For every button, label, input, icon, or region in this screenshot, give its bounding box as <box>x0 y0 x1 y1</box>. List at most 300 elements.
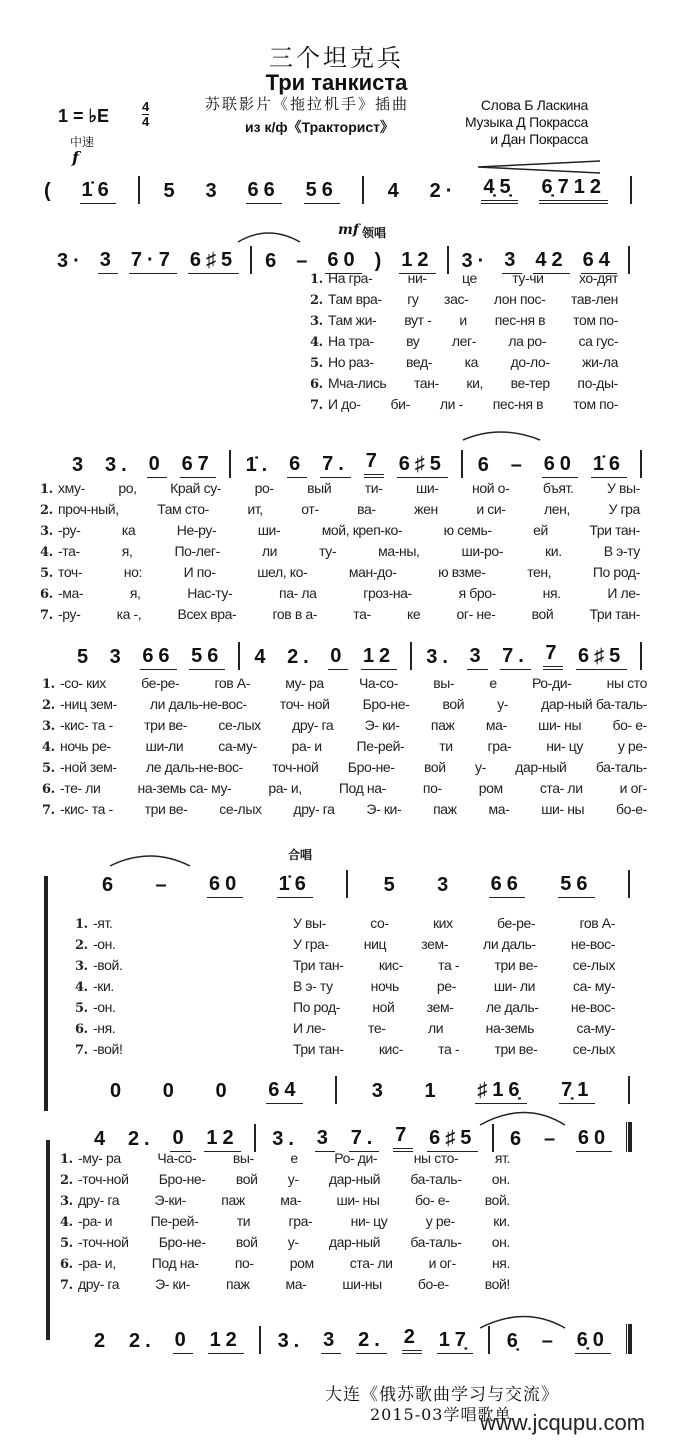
lyric-syllable: У вы- <box>606 480 640 496</box>
lyric-syllable: три ве- <box>494 1041 538 1057</box>
lyric-syllable: -ниц зем- <box>60 696 117 712</box>
lyric-syllable: дар-ный <box>328 1234 381 1250</box>
lyric-line <box>75 1036 615 1057</box>
note: ( <box>44 180 56 202</box>
lyric-line <box>60 1234 510 1255</box>
lyric-syllable: -ня. <box>93 1020 116 1036</box>
lyric-syllable: он. <box>491 1171 510 1187</box>
note: – <box>296 250 313 272</box>
lyric-syllable: и <box>459 312 467 328</box>
lyric-syllable: точ- ной <box>279 696 330 712</box>
lyric-syllable: В э-ту <box>603 543 640 559</box>
lyric-syllable: не-вос- <box>570 999 615 1015</box>
lyric-line <box>310 375 618 396</box>
lyric-syllable: би- <box>390 396 410 412</box>
lyric-syllable: И по- <box>183 564 216 580</box>
lyric-syllable: ки, <box>466 375 484 391</box>
note: ) <box>374 250 387 272</box>
lyric-syllable: точ- <box>58 564 83 580</box>
note: 3. <box>105 454 132 476</box>
notes-row <box>75 636 642 670</box>
note-group: 60 <box>576 1127 612 1152</box>
system-bracket <box>46 1140 50 1340</box>
lyric-syllable: ром <box>289 1255 314 1271</box>
lyric-syllable: У гра- <box>293 936 329 952</box>
lyric-syllable: ши- ны <box>541 801 585 817</box>
lyric-line <box>40 564 640 585</box>
lyric-syllable: Бро-не- <box>362 696 410 712</box>
lyric-syllable: ю взме- <box>438 564 486 580</box>
dynamic-mf: mf <box>338 222 359 238</box>
lyric-line <box>310 312 618 333</box>
lyric-line <box>310 270 618 291</box>
note: 2. <box>287 646 314 668</box>
lyric-syllable: на-земь са- му- <box>137 780 232 796</box>
verse-number: 6. <box>40 587 53 602</box>
lyric-syllable: -он. <box>93 999 116 1015</box>
lyric-line <box>75 910 615 931</box>
lyric-syllable: мой, креп-ко- <box>321 522 403 538</box>
note-group: 56 <box>189 645 225 670</box>
note-group: 4̣5̣ <box>481 176 517 204</box>
note-group: ♯16̣ <box>475 1079 526 1104</box>
lyric-syllable: гов А- <box>214 675 251 691</box>
lyric-syllable: -ра- и, <box>78 1255 116 1271</box>
lyric-syllable: бъят. <box>542 480 574 496</box>
note-group: 60 <box>542 453 578 478</box>
lyric-syllable: вед- <box>406 354 433 370</box>
verse-number: 6. <box>42 782 55 797</box>
note: 6 <box>510 1128 527 1150</box>
lyric-syllable: три ве- <box>144 717 188 733</box>
lyric-line <box>75 973 615 994</box>
note-group: 12 <box>399 249 435 274</box>
lyric-syllable: -ру- <box>58 522 81 538</box>
lyric-segments <box>58 543 640 559</box>
lyric-line <box>40 543 640 564</box>
subtitle-russian: из к/ф《Тракторист》 <box>245 119 394 135</box>
time-denominator: 4 <box>142 114 150 129</box>
lyric-syllable: Э-ки- <box>154 1192 186 1208</box>
lyric-line <box>42 675 647 696</box>
lyric-segments <box>60 780 647 796</box>
lyric-line <box>60 1192 510 1213</box>
note-group: 2. <box>356 1329 387 1354</box>
note: – <box>155 874 172 896</box>
lyric-syllable: ши- ли <box>493 978 536 994</box>
note-group: 67 <box>180 453 216 478</box>
lyric-syllable: ной <box>372 999 395 1015</box>
lyric-syllable: бо- е- <box>414 1192 450 1208</box>
note-group: 3 <box>98 249 118 274</box>
note-group: 1̇6 <box>591 453 627 478</box>
lyric-syllable: се-лых <box>572 1041 615 1057</box>
note: 2 <box>94 1330 111 1352</box>
lyric-segments <box>78 1255 510 1271</box>
lyric-syllable: му- ра <box>285 675 324 691</box>
lyric-syllable: Три тан- <box>589 522 640 538</box>
lyric-syllable: зем- <box>421 936 448 952</box>
lyric-syllable: ны сто <box>606 675 647 691</box>
system-bracket <box>44 876 48 1111</box>
lyric-syllable: паж <box>433 801 457 817</box>
lyric-syllable: -та- <box>58 543 80 559</box>
lyric-line <box>60 1276 510 1297</box>
lyric-syllable: пес-ня в <box>494 312 546 328</box>
lyric-syllable: вой <box>531 606 554 622</box>
credit-music-2: и Дан Покрасса <box>490 131 589 147</box>
verse-number: 6. <box>60 1257 73 1272</box>
lyric-syllable: вой! <box>484 1276 510 1292</box>
lyric-segments <box>328 312 618 328</box>
lyric-syllable: тав-лен <box>570 291 618 307</box>
chorus-label: 合唱 <box>288 848 313 862</box>
lyric-syllable: вый <box>307 480 332 496</box>
title-chinese: 三个坦克兵 <box>269 44 404 72</box>
lyric-syllable: ту-чи <box>512 270 544 286</box>
credit-music: Музыка Д Покрасса <box>465 114 589 130</box>
lyric-segments <box>78 1276 510 1292</box>
verse-number: 4. <box>75 980 88 995</box>
lyric-syllable: лен, <box>544 501 570 517</box>
lyric-syllable: дар-ный <box>515 759 567 775</box>
note-group: 56 <box>304 179 340 204</box>
lyric-syllable: ба-таль- <box>410 1171 462 1187</box>
lyric-syllable: ши- <box>416 480 439 496</box>
note: 0 <box>162 1080 179 1102</box>
lyric-syllable: -ру- <box>58 606 81 622</box>
lyric-syllable: Три тан- <box>293 957 344 973</box>
note: 5 <box>77 646 94 668</box>
note-group: 7. <box>349 1127 380 1152</box>
lyric-syllable: дар-ный ба-таль- <box>541 696 647 712</box>
lyric-syllable: вы- <box>433 675 455 691</box>
verse-number: 2. <box>310 293 323 308</box>
title-russian: Три танкиста <box>265 70 408 95</box>
lyric-syllable: зас- <box>444 291 469 307</box>
note-group: 66 <box>140 645 176 670</box>
lyric-syllable: дар-ный <box>328 1171 381 1187</box>
credits <box>465 97 588 148</box>
lyric-syllable: са-му- <box>576 1020 615 1036</box>
lyric-syllable: Ча-со- <box>157 1150 197 1166</box>
lyric-syllable: ста- ли <box>349 1255 393 1271</box>
lyric-syllable: -му- ра <box>78 1150 121 1166</box>
verse-number: 2. <box>60 1173 73 1188</box>
lyric-syllable: Три тан- <box>293 1041 344 1057</box>
lyric-syllable: По род- <box>293 999 341 1015</box>
lyric-syllable: у- <box>287 1234 299 1250</box>
lyric-syllable: та - <box>438 1041 460 1057</box>
lyric-line <box>42 801 647 822</box>
note: 4 <box>254 646 271 668</box>
verse-number: 5. <box>40 566 53 581</box>
time-signature <box>142 100 149 129</box>
lyric-syllable: ро, <box>118 480 137 496</box>
barline <box>254 1124 256 1152</box>
lyric-syllable: не-вос- <box>570 936 615 952</box>
lyric-syllable: ра- и <box>291 738 322 754</box>
lyric-segments <box>58 480 640 496</box>
lyric-line <box>40 585 640 606</box>
lyric-syllable: гу <box>407 291 419 307</box>
note-group: 2 <box>402 1326 422 1354</box>
note-group: 64 <box>581 249 617 274</box>
lyric-syllable: ли <box>261 543 278 559</box>
note: 3 <box>72 454 89 476</box>
notes-row <box>70 444 642 478</box>
lyric-syllable: Не-ру- <box>176 522 217 538</box>
lyric-syllable: зем- <box>426 999 454 1015</box>
lyric-syllable: ма- <box>488 801 510 817</box>
lower-voice-notes-row <box>108 1070 630 1104</box>
lyric-syllable: -ма- <box>58 585 84 601</box>
note: 6 <box>265 250 282 272</box>
slur <box>463 432 540 440</box>
lyric-syllable: В э- ту <box>293 978 333 994</box>
lyrics-block <box>40 480 640 627</box>
lyric-syllable: Э- ки- <box>155 1276 190 1292</box>
lyric-syllable: Всех вра- <box>177 606 237 622</box>
lyric-syllable: со- <box>370 915 389 931</box>
lyric-syllable: Бро-не- <box>347 759 395 775</box>
lyric-syllable: се-лых <box>572 957 615 973</box>
note-group: 0 <box>170 1127 190 1152</box>
lyric-segments <box>328 396 618 412</box>
lyric-syllable: три ве- <box>144 801 188 817</box>
lyric-segments <box>78 1213 510 1229</box>
verse-number: 4. <box>40 545 53 560</box>
note-group: 7. <box>500 645 531 670</box>
note-group: 6 <box>287 453 307 478</box>
lyric-syllable: я бро- <box>458 585 496 601</box>
lyric-syllable: шел, ко- <box>257 564 308 580</box>
barline <box>229 450 231 478</box>
note-group: 3 <box>502 249 522 274</box>
lyric-line <box>310 291 618 312</box>
notes-row <box>55 240 630 274</box>
lyric-syllable: ву <box>406 333 420 349</box>
lyric-syllable: по- <box>234 1255 254 1271</box>
lyric-syllable: лон пос- <box>493 291 546 307</box>
lyric-line <box>75 931 615 952</box>
barline <box>335 1076 337 1104</box>
lyric-syllable: ти <box>439 738 453 754</box>
lyric-segments <box>328 291 618 307</box>
lyric-line <box>60 1255 510 1276</box>
note-group: 56 <box>558 873 594 898</box>
lyrics-block <box>310 270 618 417</box>
note: 3· <box>461 250 490 272</box>
lyric-syllable: Э- ки- <box>366 801 402 817</box>
lyric-syllable: И ле- <box>607 585 640 601</box>
barline <box>410 642 412 670</box>
verse-number: 3. <box>40 524 53 539</box>
note-group: 6♯5 <box>188 249 239 274</box>
lyric-syllable: ле даль- <box>485 999 539 1015</box>
note-group: 0 <box>173 1329 193 1354</box>
note: 6̣ <box>506 1330 523 1352</box>
lyric-syllable: У вы- <box>293 915 326 931</box>
barline <box>640 450 642 478</box>
note: – <box>543 1128 561 1150</box>
note: 3 <box>205 180 222 202</box>
note: 5 <box>383 874 400 896</box>
lyric-segments <box>78 1234 510 1250</box>
note-group: 12 <box>361 645 397 670</box>
verse-number: 2. <box>75 938 88 953</box>
note-group: 7·7 <box>129 249 177 274</box>
verse-number: 5. <box>60 1236 73 1251</box>
watermark: www.jcqupu.com <box>480 1410 646 1435</box>
lyric-segments <box>60 738 647 754</box>
lyric-syllable: ночь ре- <box>60 738 111 754</box>
note: 3 <box>371 1080 388 1102</box>
lyric-syllable: по- <box>422 780 442 796</box>
lyric-syllable: ки. <box>493 1213 510 1229</box>
lyric-syllable: ма- <box>485 717 507 733</box>
lyric-line <box>310 333 618 354</box>
verse-number: 4. <box>42 740 55 755</box>
lyric-syllable: дру- га <box>293 801 335 817</box>
lyric-line <box>40 522 640 543</box>
lyric-syllable: вой <box>235 1234 258 1250</box>
lyric-syllable: Пе-рей- <box>150 1213 199 1229</box>
lyric-syllable: вой <box>235 1171 258 1187</box>
note: 6 <box>102 874 119 896</box>
lyric-syllable: У гра <box>608 501 640 517</box>
lyric-segments <box>60 675 647 691</box>
lyric-segments <box>328 375 618 391</box>
lyric-syllable: ог- не- <box>456 606 496 622</box>
lyric-syllable: дру- га <box>78 1192 120 1208</box>
lyrics-block <box>60 1150 510 1297</box>
verse-number: 4. <box>60 1215 73 1230</box>
lyric-segments <box>78 1150 510 1166</box>
lyric-syllable: точ-ной <box>272 759 319 775</box>
lyric-syllable: та- <box>353 606 371 622</box>
lyric-syllable: я, <box>121 543 133 559</box>
lyric-syllable: жи-ла <box>582 354 618 370</box>
lyric-syllable: -кис- та - <box>60 801 113 817</box>
lyric-syllable: Э- ки- <box>364 717 400 733</box>
lyric-syllable: -те- ли <box>60 780 101 796</box>
lyric-syllable: паж <box>430 717 455 733</box>
verse-number: 1. <box>75 917 88 932</box>
barline <box>362 176 364 204</box>
lyric-syllable: ста- ли <box>539 780 583 796</box>
lyric-syllable: ни- цу <box>546 738 583 754</box>
lyric-segments <box>58 585 640 601</box>
lyric-syllable: ночь <box>370 978 399 994</box>
lyric-syllable: до-ло- <box>510 354 550 370</box>
lyric-segments <box>328 270 618 286</box>
footer-date: 2015-03学唱歌单 <box>370 1405 512 1424</box>
credit-lyrics: Слова Б Ласкина <box>480 97 589 113</box>
note: – <box>541 1330 558 1352</box>
lyric-syllable: ка <box>464 354 479 370</box>
lyric-syllable: тан- <box>413 375 439 391</box>
lyric-syllable: бе-ре- <box>141 675 180 691</box>
lyric-syllable: гов А- <box>579 915 615 931</box>
verse-number: 3. <box>310 314 323 329</box>
lyric-syllable: Три тан- <box>589 606 640 622</box>
barline <box>461 450 463 478</box>
note-group: 6♯5 <box>397 453 448 478</box>
note-group: 0 <box>147 453 167 478</box>
barline <box>346 870 348 898</box>
barline <box>628 246 630 274</box>
solo-label: 领唱 <box>362 226 387 240</box>
lyric-segments <box>293 1036 615 1062</box>
lyric-syllable: Но раз- <box>328 354 374 370</box>
lyric-syllable: са- му- <box>572 978 615 994</box>
note-group: 66 <box>246 179 282 204</box>
lyric-line <box>310 354 618 375</box>
lyric-syllable: я, <box>129 585 141 601</box>
lyric-syllable: ма-ны, <box>378 543 420 559</box>
lyric-syllable: ла ро- <box>508 333 547 349</box>
verse-number: 3. <box>75 959 88 974</box>
lyric-syllable: ка -, <box>116 606 142 622</box>
lyric-syllable: у ре- <box>425 1213 455 1229</box>
lyric-line <box>42 759 647 780</box>
lyric-syllable: дру- га <box>292 717 334 733</box>
lyric-syllable: Ро-ди- <box>531 675 572 691</box>
lyric-syllable: ли - <box>439 396 463 412</box>
verse-number: 5. <box>310 356 323 371</box>
lyric-syllable: -ной зем- <box>60 759 117 775</box>
lyric-syllable: лег- <box>451 333 476 349</box>
lyric-segments <box>78 1171 510 1187</box>
note: 2. <box>129 1330 156 1352</box>
lyric-line <box>60 1150 510 1171</box>
note-group: 7̣1 <box>559 1079 595 1104</box>
lyric-syllable: На тра- <box>328 333 374 349</box>
lyric-syllable: Там сто- <box>157 501 209 517</box>
lyric-syllable: ке <box>407 606 421 622</box>
verse-number: 5. <box>42 761 55 776</box>
lyric-segments <box>78 1192 510 1208</box>
lyric-segments <box>58 564 640 580</box>
note-group: 3 <box>321 1329 341 1354</box>
barline <box>250 246 252 274</box>
lyric-syllable: вой <box>423 759 446 775</box>
lyric-syllable: гроз-на- <box>363 585 412 601</box>
lyric-line <box>42 780 647 801</box>
lyric-line <box>40 501 640 522</box>
lyric-segments <box>58 501 640 517</box>
lyric-syllable: Нас-ту- <box>187 585 233 601</box>
note: 0 <box>215 1080 232 1102</box>
lyric-syllable: ши- ны <box>538 717 582 733</box>
subtitle-chinese: 苏联影片《拖拉机手》插曲 <box>205 95 410 113</box>
lyric-syllable: бе-ре- <box>497 915 536 931</box>
barline <box>492 1124 494 1152</box>
lyric-syllable: ны сто- <box>413 1150 459 1166</box>
lyric-syllable: На гра- <box>328 270 373 286</box>
lyric-line <box>42 717 647 738</box>
note-group: 64 <box>266 1079 302 1104</box>
lyric-syllable: жен <box>414 501 438 517</box>
verse-number: 7. <box>60 1278 73 1293</box>
lyric-line <box>60 1171 510 1192</box>
lyric-syllable: пес-ня в <box>492 396 544 412</box>
lyric-syllable: Пе-рей- <box>356 738 405 754</box>
lyric-syllable: проч-ный, <box>58 501 119 517</box>
lyric-syllable: ман-до- <box>348 564 397 580</box>
lyric-syllable: са гус- <box>578 333 618 349</box>
